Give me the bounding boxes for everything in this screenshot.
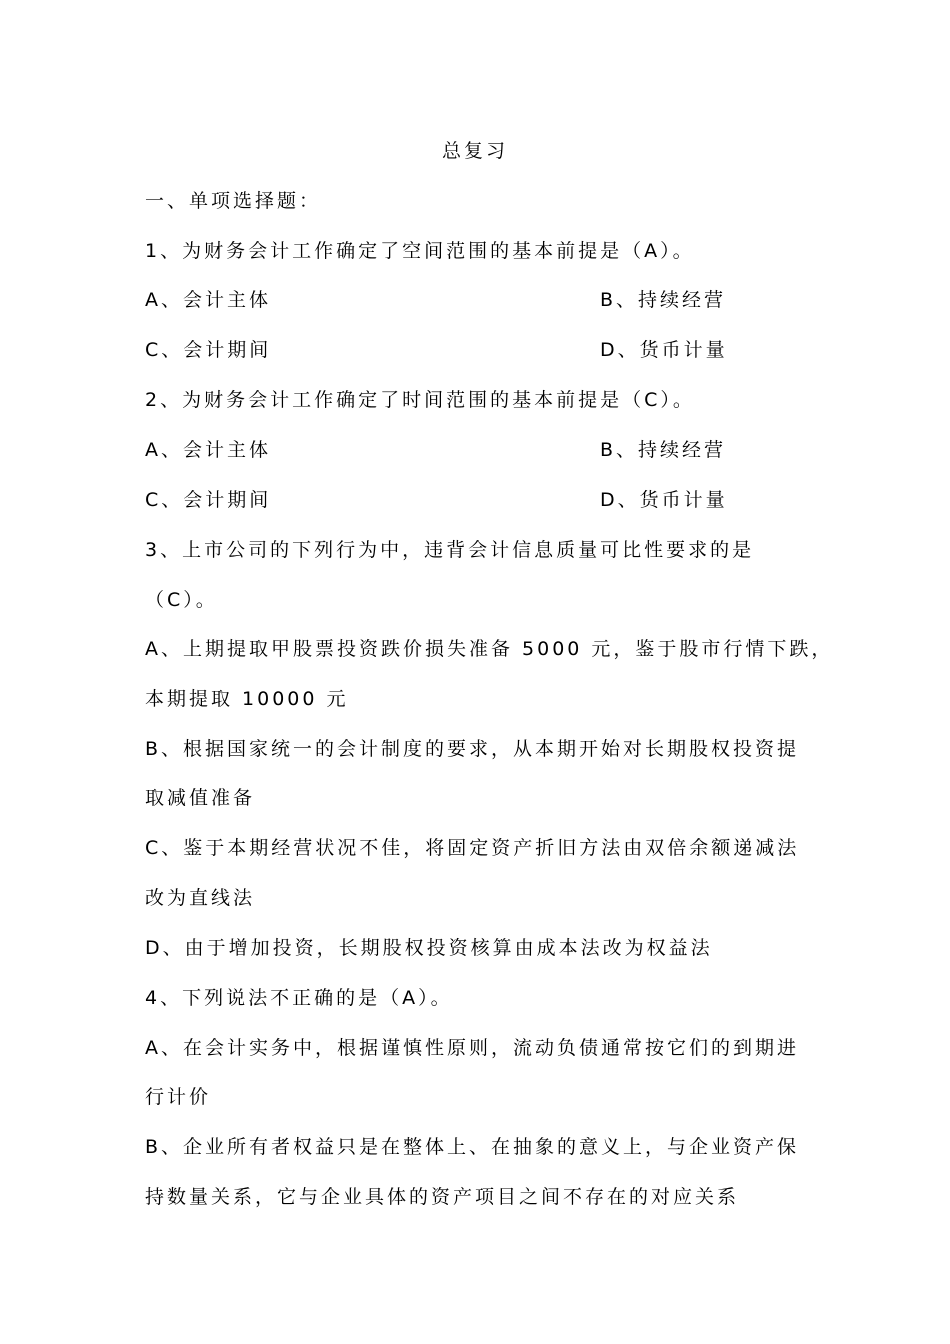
question-1-option-d: D、货币计量 bbox=[600, 339, 728, 361]
section-heading: 一、单项选择题： bbox=[145, 190, 322, 212]
question-4-option-b-line-1: B、企业所有者权益只是在整体上、在抽象的意义上，与企业资产保 bbox=[145, 1136, 800, 1158]
question-3-option-d-line-1: D、由于增加投资，长期股权投资核算由成本法改为权益法 bbox=[145, 937, 713, 959]
question-3-stem-line-1: 3、上市公司的下列行为中，违背会计信息质量可比性要求的是 bbox=[145, 539, 755, 561]
question-3-option-c-line-2: 改为直线法 bbox=[145, 887, 256, 909]
question-1-stem: 1、为财务会计工作确定了空间范围的基本前提是（A）。 bbox=[145, 240, 695, 262]
question-1-options-row-1 bbox=[145, 287, 825, 313]
question-4-option-b-line-2: 持数量关系，它与企业具体的资产项目之间不存在的对应关系 bbox=[145, 1186, 740, 1208]
question-4-option-a-line-1: A、在会计实务中，根据谨慎性原则，流动负债通常按它们的到期进 bbox=[145, 1037, 799, 1059]
question-2-option-c: C、会计期间 bbox=[145, 489, 272, 511]
question-2-option-a: A、会计主体 bbox=[145, 439, 271, 461]
question-4-stem: 4、下列说法不正确的是（A）。 bbox=[145, 987, 453, 1009]
question-2-stem: 2、为财务会计工作确定了时间范围的基本前提是（C）。 bbox=[145, 389, 695, 411]
question-1-option-b: B、持续经营 bbox=[600, 289, 727, 311]
question-4-option-a-line-2: 行计价 bbox=[145, 1086, 212, 1108]
question-3-option-b-line-2: 取减值准备 bbox=[145, 787, 256, 809]
question-3-option-b-line-1: B、根据国家统一的会计制度的要求，从本期开始对长期股权投资提 bbox=[145, 738, 800, 760]
question-2-option-d: D、货币计量 bbox=[600, 489, 728, 511]
page-title: 总复习 bbox=[441, 140, 508, 162]
question-3-option-c-line-1: C、鉴于本期经营状况不佳，将固定资产折旧方法由双倍余额递减法 bbox=[145, 837, 800, 859]
question-2-options-row-1 bbox=[145, 437, 825, 463]
question-1-option-c: C、会计期间 bbox=[145, 339, 272, 361]
question-2-options-row-2 bbox=[145, 487, 825, 513]
question-1-option-a: A、会计主体 bbox=[145, 289, 271, 311]
question-1-options-row-2 bbox=[145, 337, 825, 363]
question-2-option-b: B、持续经营 bbox=[600, 439, 727, 461]
question-3-stem-line-2: （C）。 bbox=[145, 589, 218, 611]
question-3-option-a-line-1: A、上期提取甲股票投资跌价损失准备 5000 元，鉴于股市行情下跌， bbox=[145, 638, 834, 660]
question-3-option-a-line-2: 本期提取 10000 元 bbox=[145, 688, 349, 710]
